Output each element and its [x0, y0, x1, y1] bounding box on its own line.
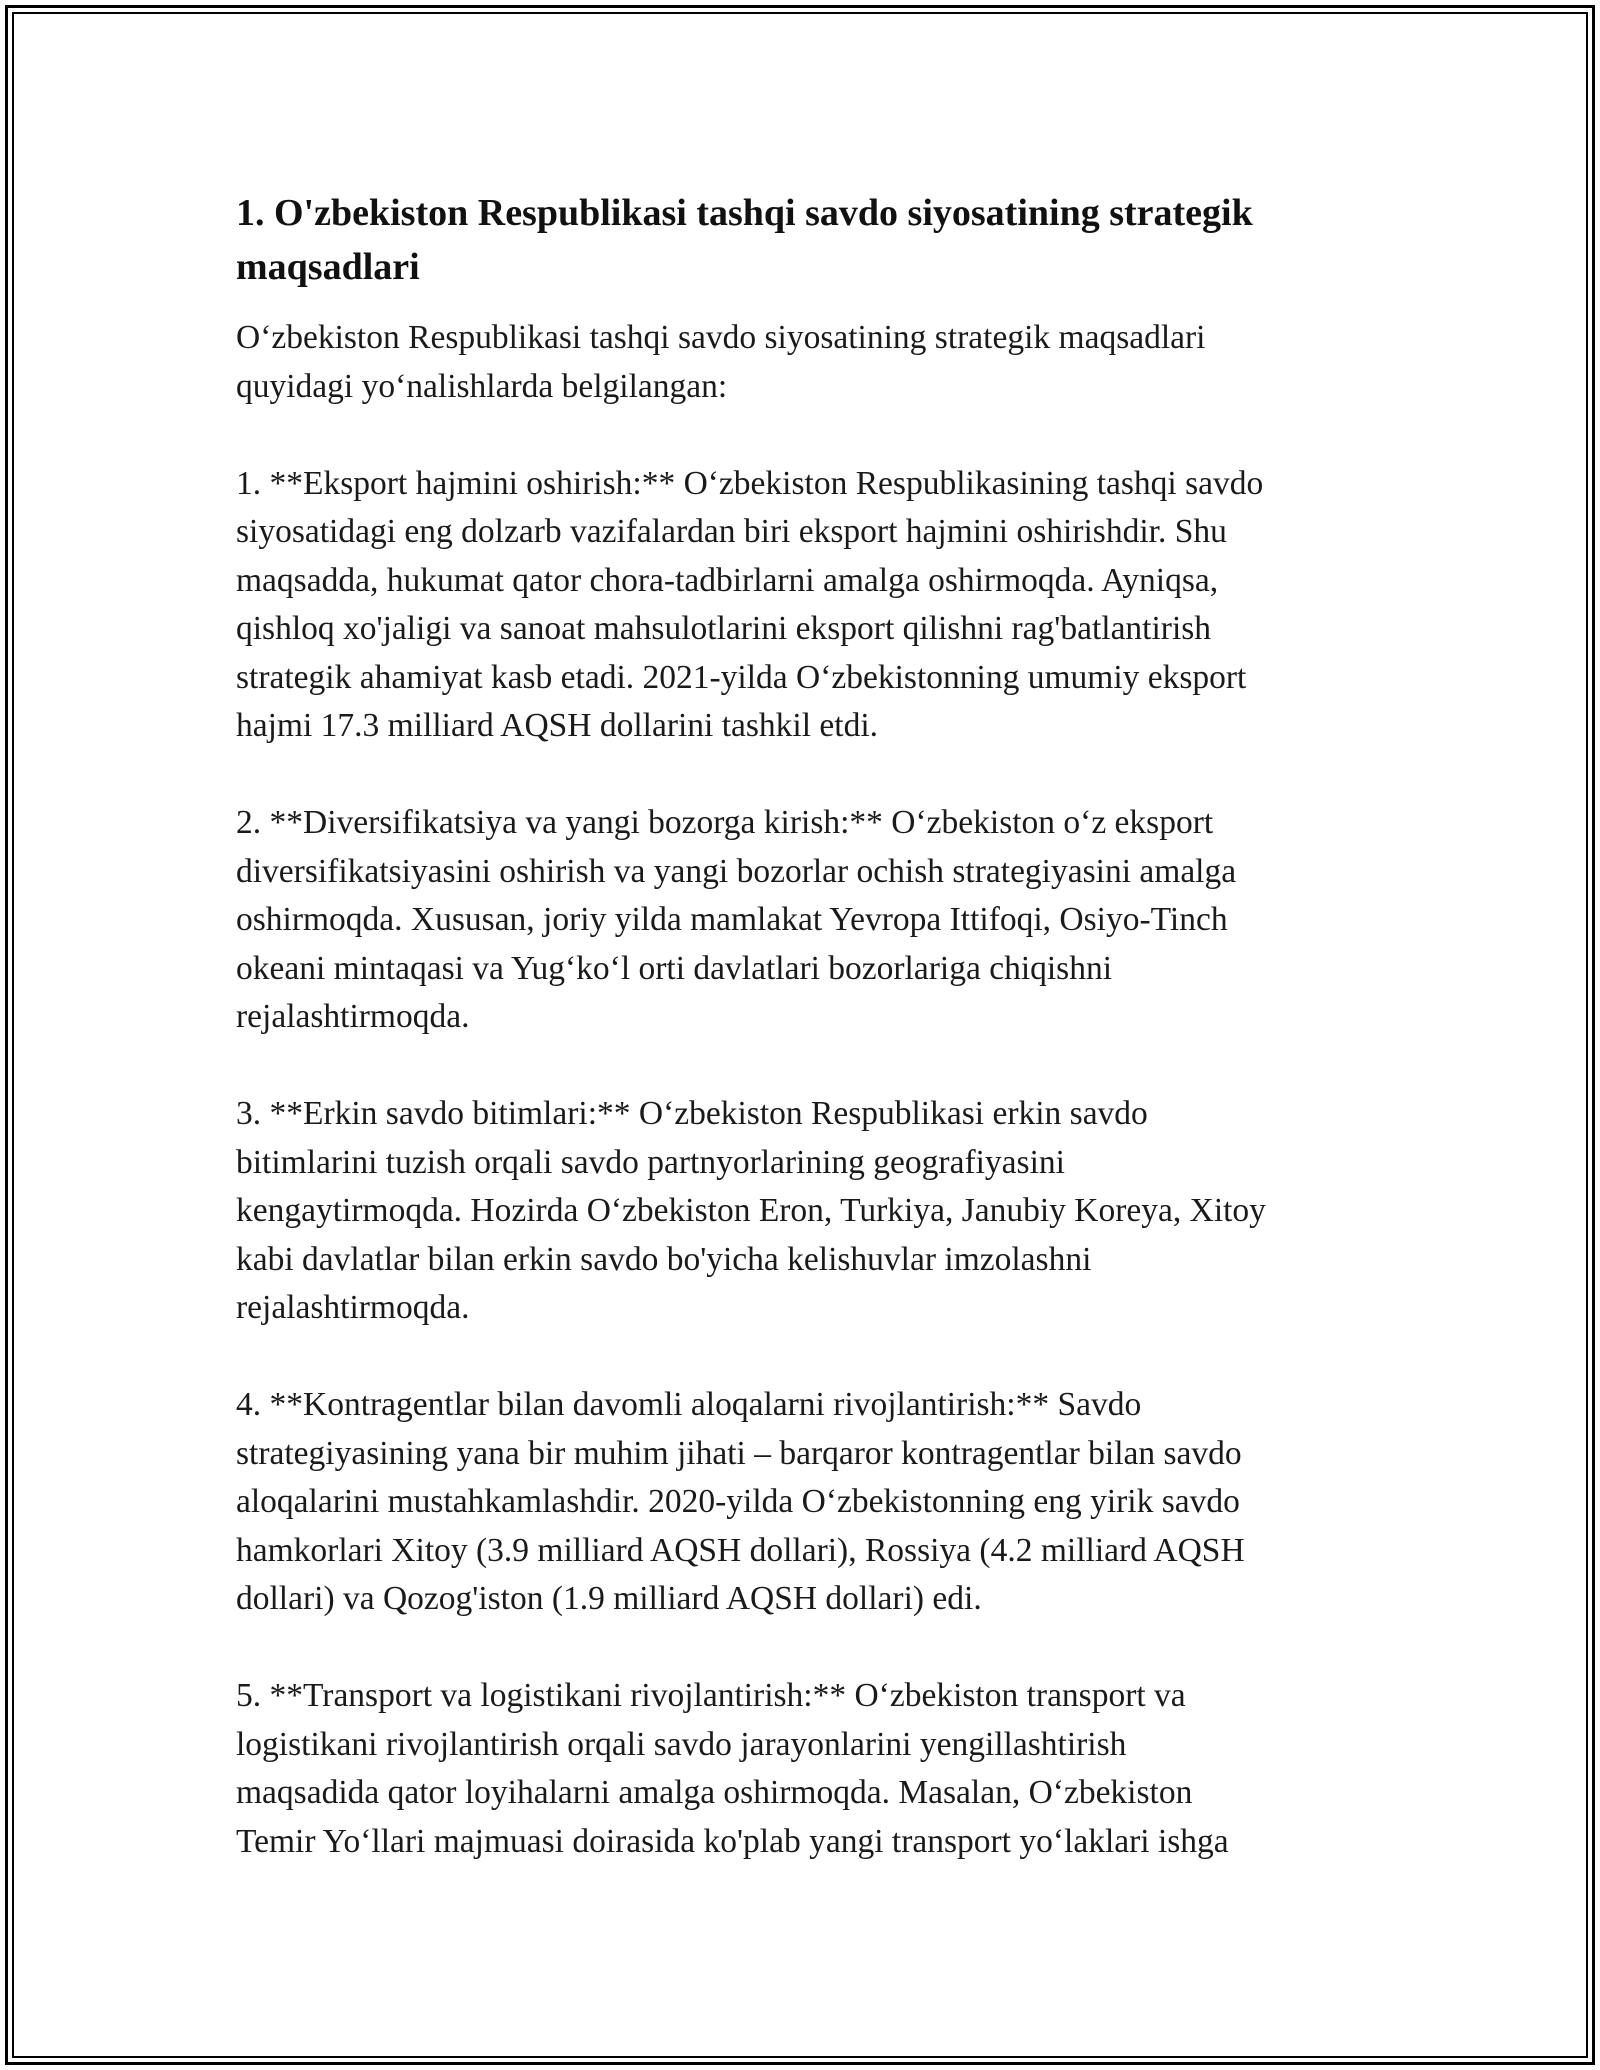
- paragraph-counterparties: 4. **Kontragentlar bilan davomli aloqalarni rivojlantirish:** Savdo strategiyasining yana bir muhim jihati – barqaror kontragentlar bilan savdo aloqalarini mustahkamlashdir. 2020-yilda O‘zbekistonning eng yirik savdo hamkorlari Xitoy (3.9 milliard AQSH dollari), Rossiya (4.2 milliard AQSH dollari) va Qozog'iston (1.9 milliard AQSH dollari) edi.: [236, 1386, 1245, 1617]
- document-title: 1. O'zbekiston Respublikasi tashqi savdo siyosatining strategik maqsadlari: [236, 192, 1253, 288]
- paragraph-transport-logistics: 5. **Transport va logistikani rivojlantirish:** O‘zbekiston transport va logistikani rivojlantirish orqali savdo jarayonlarini yengillashtirish maqsadida qator loyihalarni amalga oshirmoqda. Masalan, O‘zbekiston Temir Yo‘llari majmuasi doirasida ko'plab yangi transport yo‘laklari ishga: [236, 1677, 1229, 1860]
- intro-paragraph: O‘zbekiston Respublikasi tashqi savdo siyosatining strategik maqsadlari quyidagi yo‘nalishlarda belgilangan:: [236, 319, 1206, 405]
- paragraph-export-volume: 1. **Eksport hajmini oshirish:** O‘zbekiston Respublikasining tashqi savdo siyosatidagi eng dolzarb vazifalardan biri eksport hajmini oshirishdir. Shu maqsadda, hukumat qator chora-tadbirlarni amalga oshirmoqda. Ayniqsa, qishloq xo'jaligi va sanoat mahsulotlarini eksport qilishni rag'batlantirish strategik ahamiyat kasb etadi. 2021-yilda O‘zbekistonning umumiy eksport hajmi 17.3 milliard AQSH dollarini tashkil etdi.: [236, 464, 1264, 744]
- paragraph-free-trade: 3. **Erkin savdo bitimlari:** O‘zbekiston Respublikasi erkin savdo bitimlarini tuzish orqali savdo partnyorlarining geografiyasini kengaytirmoqda. Hozirda O‘zbekiston Eron, Turkiya, Janubiy Koreya, Xitoy kabi davlatlar bilan erkin savdo bo'yicha kelishuvlar imzolashni rejalashtirmoqda.: [236, 1095, 1266, 1326]
- paragraph-diversification: 2. **Diversifikatsiya va yangi bozorga kirish:** O‘zbekiston o‘z eksport diversifikatsiyasini oshirish va yangi bozorlar ochish strategiyasini amalga oshirmoqda. Xususan, joriy yilda mamlakat Yevropa Ittifoqi, Osiyo-Tinch okeani mintaqasi va Yug‘ko‘l orti davlatlari bozorlariga chiqishni rejalashtirmoqda.: [236, 804, 1237, 1035]
- document-body: [236, 186, 1386, 1915]
